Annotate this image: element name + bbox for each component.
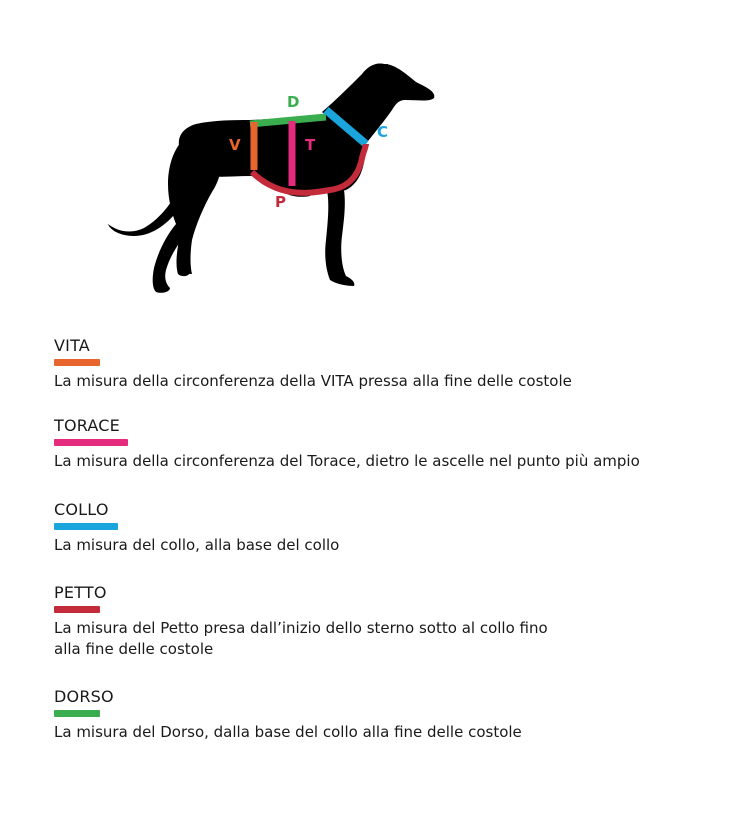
dog-silhouette <box>108 63 434 292</box>
legend-item-torace <box>54 416 734 472</box>
legend-description: La misura del Petto presa dall’inizio dello sterno sotto al collo fino alla fine delle costole <box>54 619 548 658</box>
legend-name: VITA <box>54 336 90 355</box>
legend-description: La misura della circonferenza del Torace, dietro le ascelle nel punto più ampio <box>54 452 640 470</box>
vita-swatch <box>54 359 100 366</box>
legend-description: La misura della circonferenza della VITA pressa alla fine delle costole <box>54 372 572 390</box>
legend-item-collo <box>54 500 734 556</box>
legend-name: TORACE <box>54 416 120 435</box>
label-t: T <box>305 136 316 154</box>
legend-item-vita <box>54 336 734 392</box>
label-p: P <box>275 193 286 211</box>
torace-swatch <box>54 439 128 446</box>
legend-name: DORSO <box>54 687 114 706</box>
legend-item-dorso <box>54 687 734 743</box>
legend-item-petto <box>54 583 734 660</box>
legend-name: PETTO <box>54 583 107 602</box>
label-c: C <box>377 123 389 141</box>
diagram-canvas <box>0 0 745 320</box>
collo-swatch <box>54 523 118 530</box>
legend-description: La misura del Dorso, dalla base del collo alla fine delle costole <box>54 723 522 741</box>
label-d: D <box>287 93 300 111</box>
petto-swatch <box>54 606 100 613</box>
dog-measurement-diagram <box>0 0 745 320</box>
legend-name: COLLO <box>54 500 109 519</box>
legend-description: La misura del collo, alla base del collo <box>54 536 340 554</box>
dorso-swatch <box>54 710 100 717</box>
label-v: V <box>229 136 241 154</box>
